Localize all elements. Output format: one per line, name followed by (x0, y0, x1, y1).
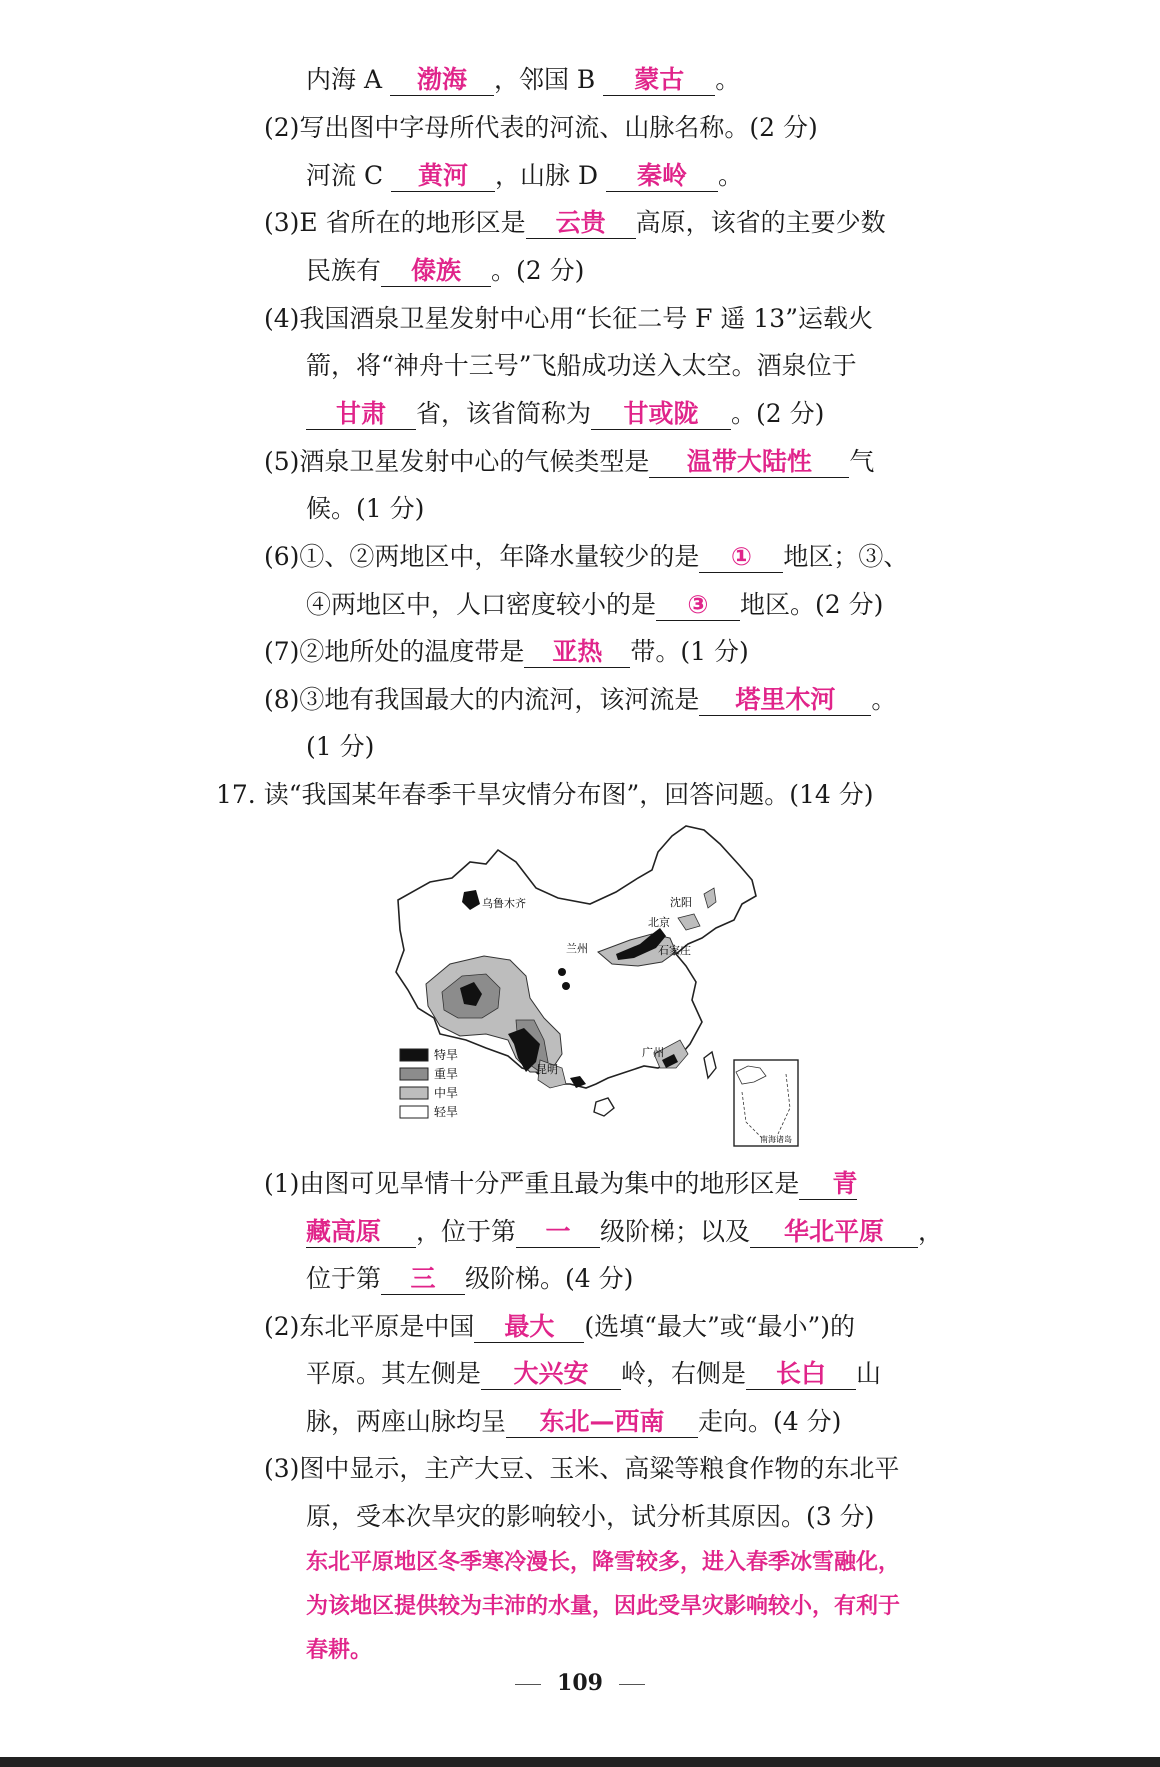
q16-part-7: (7)②地所处的温度带是 亚热 带。(1 分) (264, 637, 749, 666)
q16-part-6a: (6)①、②两地区中，年降水量较少的是 ① 地区；③、 (264, 542, 909, 571)
q16-part-5b: 候。(1 分) (306, 494, 425, 523)
city-label-shenyang: 沈阳 (670, 896, 692, 909)
q17-part-2a: (2)东北平原是中国 最大 (选填“最大”或“最小”)的 (264, 1312, 856, 1341)
city-label-shijiazhuang: 石家庄 (658, 944, 691, 957)
answer-neighbor-country: 蒙古 (603, 65, 715, 96)
q17-part-2b: 平原。其左侧是 大兴安 岭，右侧是 长白 山 (306, 1359, 882, 1388)
q16-part-3a: (3)E 省所在的地形区是 云贵 高原，该省的主要少数 (264, 208, 886, 237)
q16-part-3b: 民族有 傣族 。(2 分) (306, 256, 585, 285)
q17-answer-line-1: 东北平原地区冬季寒冷漫长，降雪较多，进入春季冰雪融化， (306, 1550, 901, 1575)
q16-part-4b: 箭，将“神舟十三号”飞船成功送入太空。酒泉位于 (306, 351, 857, 380)
answer-ethnic-group: 傣族 (381, 256, 491, 287)
q16-part-4c: 甘肃 省，该省简称为 甘或陇 。(2 分) (306, 397, 824, 431)
city-label-beijing: 北京 (648, 916, 670, 929)
q17-answer-line-2: 为该地区提供较为丰沛的水量，因此受旱灾影响较小，有利于 (306, 1594, 901, 1619)
answer-abbreviation: 甘或陇 (591, 399, 731, 430)
q17-part-1b: 藏高原 ，位于第 一 级阶梯；以及 华北平原 ， (306, 1217, 944, 1246)
answer-mountain: 秦岭 (606, 161, 718, 192)
city-label-guangzhou: 广州 (642, 1046, 664, 1059)
q16-part-6b: ④两地区中，人口密度较小的是 ③ 地区。(2 分) (306, 590, 884, 619)
inset-label: 南海诸岛 (760, 1135, 792, 1144)
q16-line-3: 河流 C 黄河 ，山脉 D 秦岭 。 (306, 161, 743, 190)
drought-map-figure (390, 822, 802, 1152)
answer-climate: 温带大陆性 (649, 447, 849, 478)
answer-step-1: 一 (516, 1217, 600, 1248)
city-label-kunming: 昆明 (536, 1063, 558, 1076)
page-number: 109 (0, 1670, 1160, 1696)
q16-line-1: 内海 A 渤海 ，邻国 B 蒙古 。 (306, 65, 741, 94)
hainan-island (594, 1098, 614, 1116)
answer-inland-river: 塔里木河 (699, 685, 871, 716)
answer-step-3: 三 (381, 1264, 465, 1295)
answer-changbai: 长白 (746, 1359, 856, 1390)
q16-part-8b: (1 分) (306, 732, 375, 761)
answer-less-rainfall: ① (699, 542, 783, 573)
q16-part-8a: (8)③地有我国最大的内流河，该河流是 塔里木河 。 (264, 685, 897, 714)
q17-answer-line-3: 春耕。 (306, 1638, 373, 1663)
bottom-bar (0, 1757, 1160, 1767)
city-label-lanzhou: 兰州 (566, 942, 588, 955)
answer-north-china-plain: 华北平原 (750, 1217, 918, 1248)
q17-part-3b: 原，受本次旱灾的影响较小，试分析其原因。(3 分) (306, 1502, 875, 1531)
drought-map (390, 822, 802, 1152)
answer-province: 甘肃 (306, 399, 416, 430)
drought-spot-2 (562, 982, 570, 990)
q17-part-1c: 位于第 三 级阶梯。(4 分) (306, 1264, 634, 1293)
legend-label-moderate: 中旱 (434, 1086, 459, 1100)
answer-largest: 最大 (474, 1312, 584, 1343)
page-number-dash-left (515, 1684, 541, 1685)
q17-part-3a: (3)图中显示，主产大豆、玉米、高粱等粮食作物的东北平 (264, 1454, 900, 1483)
q17-part-1a: (1)由图可见旱情十分严重且最为集中的地形区是 青 (264, 1169, 858, 1198)
answer-inner-sea: 渤海 (390, 65, 494, 96)
q16-part-4a: (4)我国酒泉卫星发射中心用“长征二号 F 遥 13”运载火 (264, 304, 873, 333)
legend-label-severe: 重旱 (434, 1067, 459, 1081)
answer-direction: 东北—西南 (506, 1407, 698, 1438)
q16-part-5a: (5)酒泉卫星发射中心的气候类型是 温带大陆性 气 (264, 447, 875, 476)
answer-lower-density: ③ (656, 590, 740, 621)
legend-label-extreme: 特旱 (434, 1048, 459, 1062)
legend-swatch-extreme (400, 1049, 428, 1061)
legend-label-light: 轻旱 (434, 1105, 459, 1119)
answer-plateau: 云贵 (526, 208, 636, 239)
page-number-dash-right (619, 1684, 645, 1685)
legend-swatch-light (400, 1106, 428, 1118)
drought-spot-1 (558, 968, 566, 976)
legend-swatch-severe (400, 1068, 428, 1080)
answer-region-part1: 青 (799, 1169, 857, 1200)
answer-river: 黄河 (391, 161, 495, 192)
q17-title: 17. 读“我国某年春季干旱灾情分布图”，回答问题。(14 分) (216, 780, 874, 809)
city-label-urumqi: 乌鲁木齐 (482, 897, 526, 910)
q17-part-2c: 脉，两座山脉均呈 东北—西南 走向。(4 分) (306, 1407, 842, 1436)
answer-region-part2: 藏高原 (306, 1217, 416, 1248)
answer-daxinganling: 大兴安 (481, 1359, 621, 1390)
q16-part-2: (2)写出图中字母所代表的河流、山脉名称。(2 分) (264, 113, 818, 142)
legend-swatch-moderate (400, 1087, 428, 1099)
answer-temperature-zone: 亚热 (524, 637, 630, 668)
taiwan-island (704, 1052, 716, 1078)
